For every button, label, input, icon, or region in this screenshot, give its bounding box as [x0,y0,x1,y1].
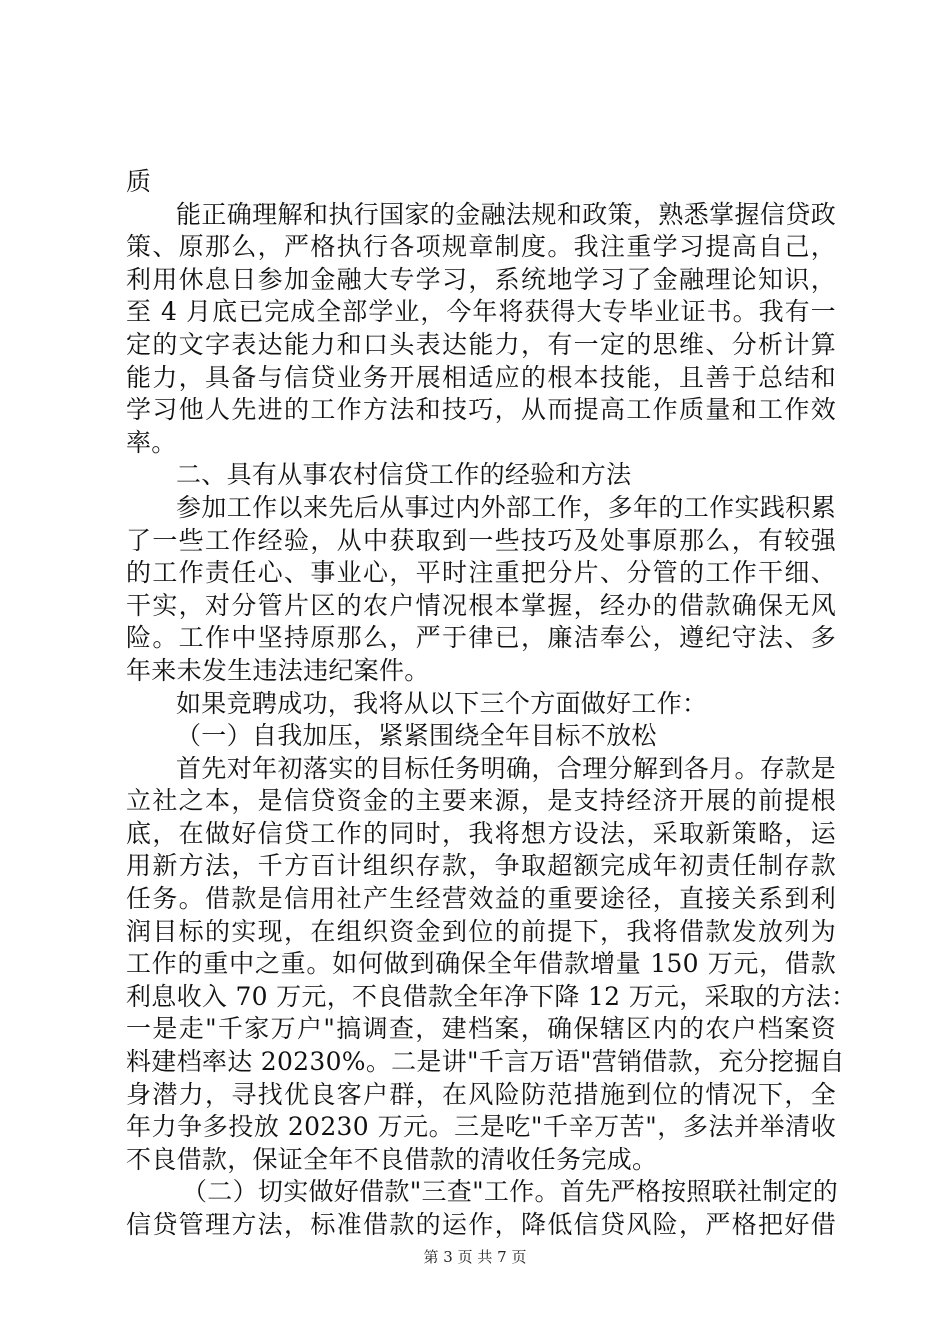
text-line: 信贷管理方法，标准借款的运作，降低信贷风险，严格把好借 [126,1210,836,1239]
text-line: 至 4 月底已完成全部学业，今年将获得大专毕业证书。我有一 [126,297,836,327]
text-line: 干实，对分管片区的农户情况根本掌握，经办的借款确保无风 [126,590,836,620]
text-line: 立社之本，是信贷资金的主要来源，是支持经济开展的前提根 [126,786,836,816]
text-line: 参加工作以来先后从事过内外部工作，多年的工作实践积累 [176,492,836,522]
text-line: 不良借款，保证全年不良借款的清收任务完成。 [126,1144,658,1174]
text-line: 工作的重中之重。如何做到确保全年借款增量 150 万元，借款 [126,949,836,979]
text-line: 能力，具备与信贷业务开展相适应的根本技能，且善于总结和 [126,362,836,392]
text-line: （二）切实做好借款"三查"工作。首先严格按照联社制定的 [182,1177,839,1207]
page-footer [0,1246,950,1267]
text-line: 底，在做好信贷工作的同时，我将想方设法，采取新策略，运 [126,818,836,848]
text-line: 如果竞聘成功，我将从以下三个方面做好工作： [176,688,708,718]
document-body [126,166,857,1242]
text-line: 率。 [126,427,177,457]
text-line: 的工作责任心、事业心，平时注重把分片、分管的工作干细、 [126,558,836,588]
text-line: 年来未发生违法违纪案件。 [126,655,430,685]
text-line: 身潜力，寻找优良客户群，在风险防范措施到位的情况下，全 [126,1079,836,1109]
text-line: 首先对年初落实的目标任务明确，合理分解到各月。存款是 [176,753,836,783]
text-line: 任务。借款是信用社产生经营效益的重要途径，直接关系到利 [126,884,836,914]
text-line: 一是走"千家万户"搞调查，建档案，确保辖区内的农户档案资 [126,1014,836,1044]
text-line: 利用休息日参加金融大专学习，系统地学习了金融理论知识， [126,264,836,294]
text-line: 能正确理解和执行国家的金融法规和政策，熟悉掌握信贷政 [176,199,836,229]
text-line: 料建档率达 20230%。二是讲"千言万语"营销借款，充分挖掘自 [126,1047,845,1077]
text-line: 了一些工作经验，从中获取到一些技巧及处事原那么，有较强 [126,525,836,555]
text-line: 质 [126,167,152,196]
text-line: 润目标的实现，在组织资金到位的前提下，我将借款发放列为 [126,916,836,946]
text-line: （一）自我加压，紧紧围绕全年目标不放松 [176,721,657,751]
text-line: 策、原那么，严格执行各项规章制度。我注重学习提高自己， [126,232,836,262]
text-line: 年力争多投放 20230 万元。三是吃"千辛万苦"，多法并举清收 [126,1112,836,1142]
text-line: 利息收入 70 万元，不良借款全年净下降 12 万元，采取的方法： [126,981,857,1011]
text-line: 险。工作中坚持原那么，严于律已，廉洁奉公，遵纪守法、多 [126,623,836,653]
page-number-label: 第 3 页 共 7 页 [423,1248,527,1266]
text-line: 定的文字表达能力和口头表达能力，有一定的思维、分析计算 [126,329,836,359]
text-line: 用新方法，千方百计组织存款，争取超额完成年初责任制存款 [126,851,836,881]
text-line: 学习他人先进的工作方法和技巧，从而提高工作质量和工作效 [126,395,836,425]
text-line: 二、具有从事农村信贷工作的经验和方法 [176,460,632,490]
